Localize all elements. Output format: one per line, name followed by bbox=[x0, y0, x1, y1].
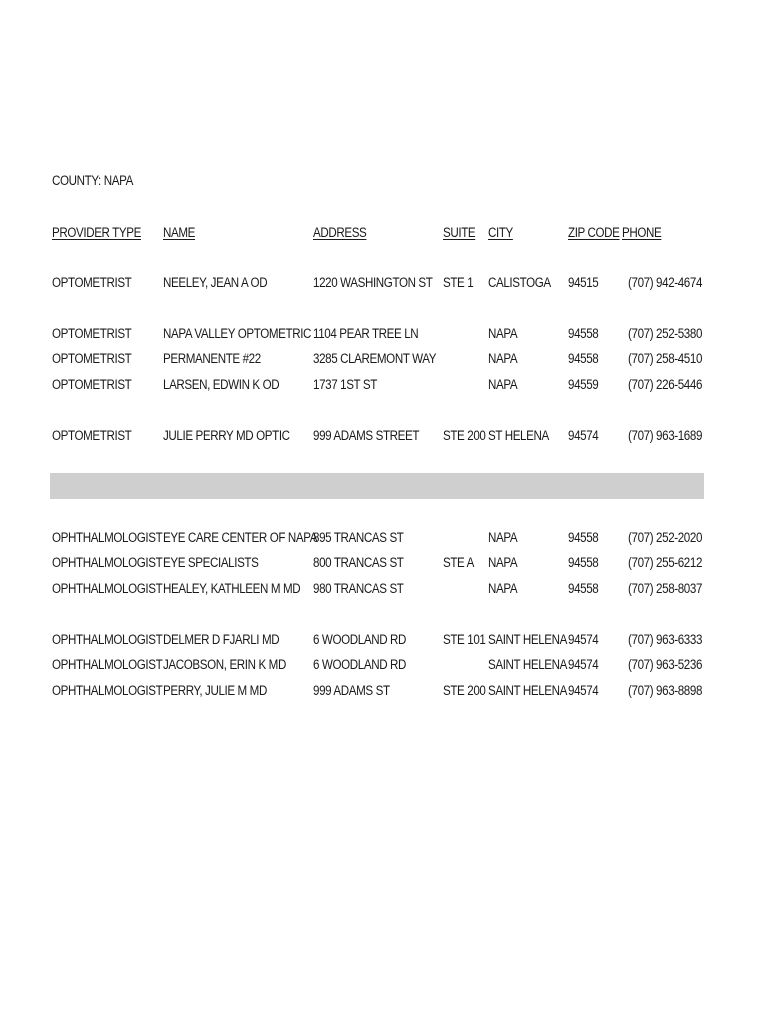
header-provider-type: PROVIDER TYPE bbox=[52, 225, 141, 240]
section-separator-band bbox=[50, 473, 704, 499]
cell-phone: (707) 942-4674 bbox=[628, 275, 702, 290]
cell-name: PERMANENTE #22 bbox=[163, 351, 261, 366]
cell-zip-code: 94558 bbox=[568, 555, 599, 570]
county-label: COUNTY: NAPA bbox=[52, 173, 133, 188]
cell-phone: (707) 252-2020 bbox=[628, 530, 702, 545]
cell-suite: STE A bbox=[443, 555, 474, 570]
cell-suite: STE 200 bbox=[443, 428, 486, 443]
cell-address: 980 TRANCAS ST bbox=[313, 581, 404, 596]
cell-provider-type: OPTOMETRIST bbox=[52, 275, 132, 290]
cell-address: 895 TRANCAS ST bbox=[313, 530, 404, 545]
cell-phone: (707) 963-6333 bbox=[628, 632, 702, 647]
header-city: CITY bbox=[488, 225, 513, 240]
cell-provider-type: OPHTHALMOLOGIST bbox=[52, 683, 163, 698]
cell-name: DELMER D FJARLI MD bbox=[163, 632, 280, 647]
cell-name: EYE SPECIALISTS bbox=[163, 555, 259, 570]
cell-provider-type: OPTOMETRIST bbox=[52, 326, 132, 341]
cell-city: NAPA bbox=[488, 555, 518, 570]
cell-address: 1737 1ST ST bbox=[313, 377, 377, 392]
cell-city: SAINT HELENA bbox=[488, 657, 568, 672]
cell-provider-type: OPHTHALMOLOGIST bbox=[52, 530, 163, 545]
cell-phone: (707) 258-4510 bbox=[628, 351, 702, 366]
cell-phone: (707) 252-5380 bbox=[628, 326, 702, 341]
cell-address: 6 WOODLAND RD bbox=[313, 657, 407, 672]
cell-phone: (707) 963-1689 bbox=[628, 428, 702, 443]
cell-city: NAPA bbox=[488, 351, 518, 366]
cell-zip-code: 94574 bbox=[568, 657, 599, 672]
header-suite: SUITE bbox=[443, 225, 476, 240]
cell-address: 999 ADAMS STREET bbox=[313, 428, 420, 443]
cell-zip-code: 94574 bbox=[568, 428, 599, 443]
cell-city: NAPA bbox=[488, 377, 518, 392]
cell-name: HEALEY, KATHLEEN M MD bbox=[163, 581, 301, 596]
cell-address: 6 WOODLAND RD bbox=[313, 632, 407, 647]
cell-name: NEELEY, JEAN A OD bbox=[163, 275, 268, 290]
cell-provider-type: OPTOMETRIST bbox=[52, 351, 132, 366]
cell-zip-code: 94574 bbox=[568, 632, 599, 647]
cell-name: JACOBSON, ERIN K MD bbox=[163, 657, 286, 672]
cell-suite: STE 200 bbox=[443, 683, 486, 698]
cell-zip-code: 94574 bbox=[568, 683, 599, 698]
cell-provider-type: OPHTHALMOLOGIST bbox=[52, 555, 163, 570]
header-address: ADDRESS bbox=[313, 225, 367, 240]
cell-city: NAPA bbox=[488, 581, 518, 596]
cell-provider-type: OPTOMETRIST bbox=[52, 377, 132, 392]
cell-provider-type: OPHTHALMOLOGIST bbox=[52, 632, 163, 647]
cell-name: LARSEN, EDWIN K OD bbox=[163, 377, 280, 392]
header-name: NAME bbox=[163, 225, 196, 240]
cell-provider-type: OPHTHALMOLOGIST bbox=[52, 581, 163, 596]
cell-phone: (707) 963-5236 bbox=[628, 657, 702, 672]
cell-phone: (707) 963-8898 bbox=[628, 683, 702, 698]
cell-city: CALISTOGA bbox=[488, 275, 551, 290]
header-phone: PHONE bbox=[622, 225, 662, 240]
cell-address: 3285 CLAREMONT WAY bbox=[313, 351, 437, 366]
cell-address: 999 ADAMS ST bbox=[313, 683, 390, 698]
cell-address: 800 TRANCAS ST bbox=[313, 555, 404, 570]
cell-zip-code: 94558 bbox=[568, 581, 599, 596]
cell-phone: (707) 258-8037 bbox=[628, 581, 702, 596]
cell-city: NAPA bbox=[488, 530, 518, 545]
cell-zip-code: 94515 bbox=[568, 275, 599, 290]
cell-provider-type: OPTOMETRIST bbox=[52, 428, 132, 443]
cell-zip-code: 94558 bbox=[568, 351, 599, 366]
cell-city: NAPA bbox=[488, 326, 518, 341]
cell-name: PERRY, JULIE M MD bbox=[163, 683, 267, 698]
cell-name: JULIE PERRY MD OPTIC bbox=[163, 428, 290, 443]
cell-phone: (707) 255-6212 bbox=[628, 555, 702, 570]
cell-name: EYE CARE CENTER OF NAPA bbox=[163, 530, 318, 545]
cell-city: SAINT HELENA bbox=[488, 683, 568, 698]
cell-suite: STE 1 bbox=[443, 275, 474, 290]
cell-name: NAPA VALLEY OPTOMETRIC bbox=[163, 326, 312, 341]
cell-suite: STE 101 bbox=[443, 632, 486, 647]
cell-zip-code: 94558 bbox=[568, 530, 599, 545]
cell-address: 1104 PEAR TREE LN bbox=[313, 326, 419, 341]
cell-phone: (707) 226-5446 bbox=[628, 377, 702, 392]
cell-zip-code: 94558 bbox=[568, 326, 599, 341]
cell-zip-code: 94559 bbox=[568, 377, 599, 392]
cell-city: ST HELENA bbox=[488, 428, 549, 443]
header-zip-code: ZIP CODE bbox=[568, 225, 620, 240]
cell-city: SAINT HELENA bbox=[488, 632, 568, 647]
cell-address: 1220 WASHINGTON ST bbox=[313, 275, 433, 290]
cell-provider-type: OPHTHALMOLOGIST bbox=[52, 657, 163, 672]
